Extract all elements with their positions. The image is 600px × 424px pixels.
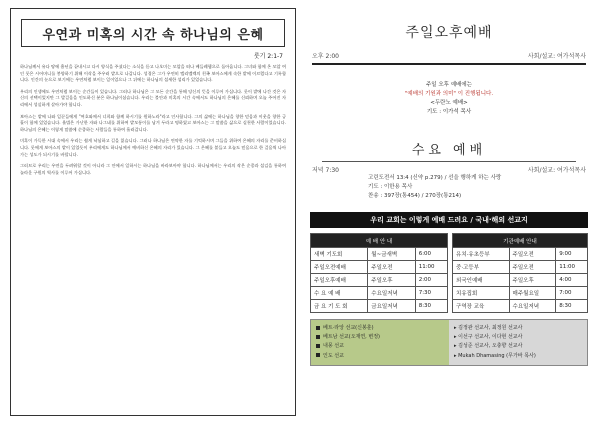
divider [312,63,586,65]
worship-schedule-table [310,233,448,313]
sermon-paragraph: 우리의 인생에도 우연처럼 보이는 순간들이 있습니다. 그러나 하나님은 그 모든 순간을 통해 당신의 뜻을 이루어 가십니다. 룻이 밭에 나간 것은 자신의 선택이었지만 그 발걸음을 인도하신 분은 하나님이셨습니다. 우리는 불안과 미혹의 시간 속에서도 하나님의 은혜를 신뢰하며 오늘 주어진 자리에서 성실하게 살아가야 합니다. [20,88,286,107]
list-item: ▸ 이선구 선교사, 이다현 선교사 [454,334,523,341]
wednesday-details [368,174,594,201]
wednesday-prayer: 기도 : 이한용 목사 [368,184,413,190]
table-row [453,274,588,287]
wednesday-service-title: 수요 예배 [411,143,487,158]
table-cell: 2:00 [415,274,447,287]
table-cell: 7:30 [415,287,447,300]
table-cell: 4:00 [556,274,588,287]
sermon-paragraph: 미혹이 가득한 시대 속에서 우리는 쉽게 낙심하고 길을 잃습니다. 그러나 하나님은 연약한 자를 기억하시며 그들을 위하여 은혜의 자리를 준비하십니다. 룻에게 보아스의 밭이 있었듯이 우리에게도 하나님께서 예비하신 은혜의 자리가 있습니다. 그 은혜를 붙들고 오늘도 믿음으로 한 걸음씩 나아가는 성도가 되시기를 바랍니다. [20,138,286,157]
sermon-title: 우연과 미혹의 시간 속 하나님의 은혜 [21,19,285,47]
mission-field: 베트남 선교(오재연, 변정) [323,334,380,341]
table-row [311,300,448,313]
group-schedule-table [452,233,588,313]
list-item: ▸ 김성준 선교사, 오충향 선교사 [454,343,523,350]
table-cell: 수 요 예 배 [311,287,368,300]
list-item [316,352,444,361]
list-item [316,324,444,333]
afternoon-notice-line: "예배의 기원과 의미" 이 진행됩니다. [404,91,494,97]
wednesday-info [312,165,586,174]
table-cell: 7:00 [556,287,588,300]
table-row [311,287,448,300]
table-cell: 주일오전 [509,248,556,261]
mission-banner: 우리 교회는 이렇게 예배 드려요 / 국내·해외 선교지 [310,212,588,228]
table-cell: 주일오전 [509,261,556,274]
schedule-panel [304,0,594,424]
bullet-icon [316,353,320,357]
table-cell: 주일오후 [509,274,556,287]
afternoon-notice [304,81,594,117]
table-row [311,261,448,274]
mission-fields [311,320,449,365]
bullet-icon [316,335,320,339]
table-cell: 11:00 [415,261,447,274]
sermon-paragraph: 보아스는 밭에 나와 일꾼들에게 "여호와께서 너희와 함께 하시기를 원하노라"라고 인사합니다. 그의 삶에는 하나님을 향한 믿음과 이웃을 향한 긍휼이 함께 있었습니다. 율법은 가난한 자와 나그네를 위하여 밭모퉁이를 남겨 두라고 명하였고 보아스는 그 말씀을 삶으로 실천한 사람이었습니다. 하나님의 은혜는 이렇게 말씀에 순종하는 사람들을 통하여 흘러갑니다. [20,113,286,132]
afternoon-time: 오후 2:00 [312,53,339,60]
table-cell: 수요일저녁 [368,287,415,300]
sermon-panel [10,8,296,416]
missionary-names: 김정관 선교사, 최정원 선교사 [458,325,523,331]
table-row [453,300,588,313]
missionary-names: 김성준 선교사, 오충향 선교사 [458,343,523,350]
table-cell: 11:00 [556,261,588,274]
table-cell: 유치·유초등부 [453,248,510,261]
afternoon-info [312,51,586,60]
wednesday-leader: 사회/설교: 여가석목사 [527,167,586,174]
list-item [316,342,444,351]
table-cell: 주일오후 [368,274,415,287]
mission-field: 내몽 선교 [323,343,344,350]
sermon-paragraph: 하나님께서 유다 땅에 흉년을 끝내시고 다시 양식을 주셨다는 소식을 듣고 나오미는 모압을 떠나 베들레헴으로 돌아옵니다. 그녀와 함께 온 모압 여인 룻은 시어머니를 봉양하기 위해 이삭을 주우러 밭으로 나갑니다. 성경은 그가 우연히 엘리멜렉의 친족 보아스에게 속한 밭에 이르렀다고 기록합니다. 인간의 눈으로 보기에는 우연처럼 보이는 일이었으나 그 뒤에는 하나님의 섬세한 섭리가 있었습니다. [20,64,286,83]
table-row [311,274,448,287]
table-cell: 치유집회 [453,287,510,300]
bullet-icon [316,326,320,330]
table-cell: 금 요 기 도 회 [311,300,368,313]
table-row [311,248,448,261]
table-cell: 6:00 [415,248,447,261]
afternoon-service-title: 주일오후예배 [405,25,493,41]
sermon-scripture: 룻기 2:1-7 [253,53,283,60]
wednesday-hymn: 찬송 : 397장(통454) / 270장(통214) [368,193,462,199]
table-cell: 주일오후예배 [311,274,368,287]
list-item: ▸ 김정관 선교사, 최정원 선교사 [454,325,523,331]
afternoon-prayer: 기도 : 이가석 목사 [426,109,472,115]
missionary-names: 이선구 선교사, 이다현 선교사 [458,334,523,341]
table-cell: 주일오전예배 [311,261,368,274]
missionaries [449,320,587,365]
mission-field: 베트·라앙 선교(신봉훈) [323,325,374,331]
table-cell: 주일오전 [368,261,415,274]
divider [322,161,576,162]
group-table-header: 기관예배 안내 [453,234,588,248]
afternoon-notice-line: 주일 오후 예배에는 [425,82,472,88]
wednesday-scripture: 고린도전서 13:4 (신약 p.279) / 선을 행하게 하는 사랑 [368,175,502,181]
table-cell: 새벽 기도회 [311,248,368,261]
sermon-paragraph: 그러므로 우리는 우연을 두려워할 것이 아니라 그 안에서 일하시는 하나님을 바라보아야 합니다. 하나님께서는 우리의 작은 순종과 섬김을 통하여 놀라운 구원의 역사를 이루어 가십니다. [20,163,286,175]
table-cell: 외국인예배 [453,274,510,287]
table-row [453,287,588,300]
mission-field: 인도 선교 [323,352,344,359]
table-cell: 수요일저녁 [509,300,556,313]
table-cell: 중·고등부 [453,261,510,274]
afternoon-notice-line: <두란노 예배> [430,100,468,106]
worship-table-header: 예 배 안 내 [311,234,448,248]
schedule-tables [310,233,588,313]
table-cell: 구역장 교육 [453,300,510,313]
table-cell: 금요일저녁 [368,300,415,313]
list-item [316,333,444,342]
table-cell: 매주월요일 [509,287,556,300]
missionary-names: Mukah Dhamasing (무가바 목사) [458,352,536,359]
table-row [453,248,588,261]
missions-box [310,319,588,366]
table-cell: 8:30 [415,300,447,313]
table-cell: 8:30 [556,300,588,313]
list-item: ▸ Mukah Dhamasing (무가바 목사) [454,352,536,359]
bullet-icon [316,344,320,348]
table-cell: 9:00 [556,248,588,261]
wednesday-time: 저녁 7:30 [312,167,339,174]
afternoon-leader: 사회/설교: 여가석목사 [527,53,586,60]
table-cell: 월~금새벽 [368,248,415,261]
table-row [453,261,588,274]
